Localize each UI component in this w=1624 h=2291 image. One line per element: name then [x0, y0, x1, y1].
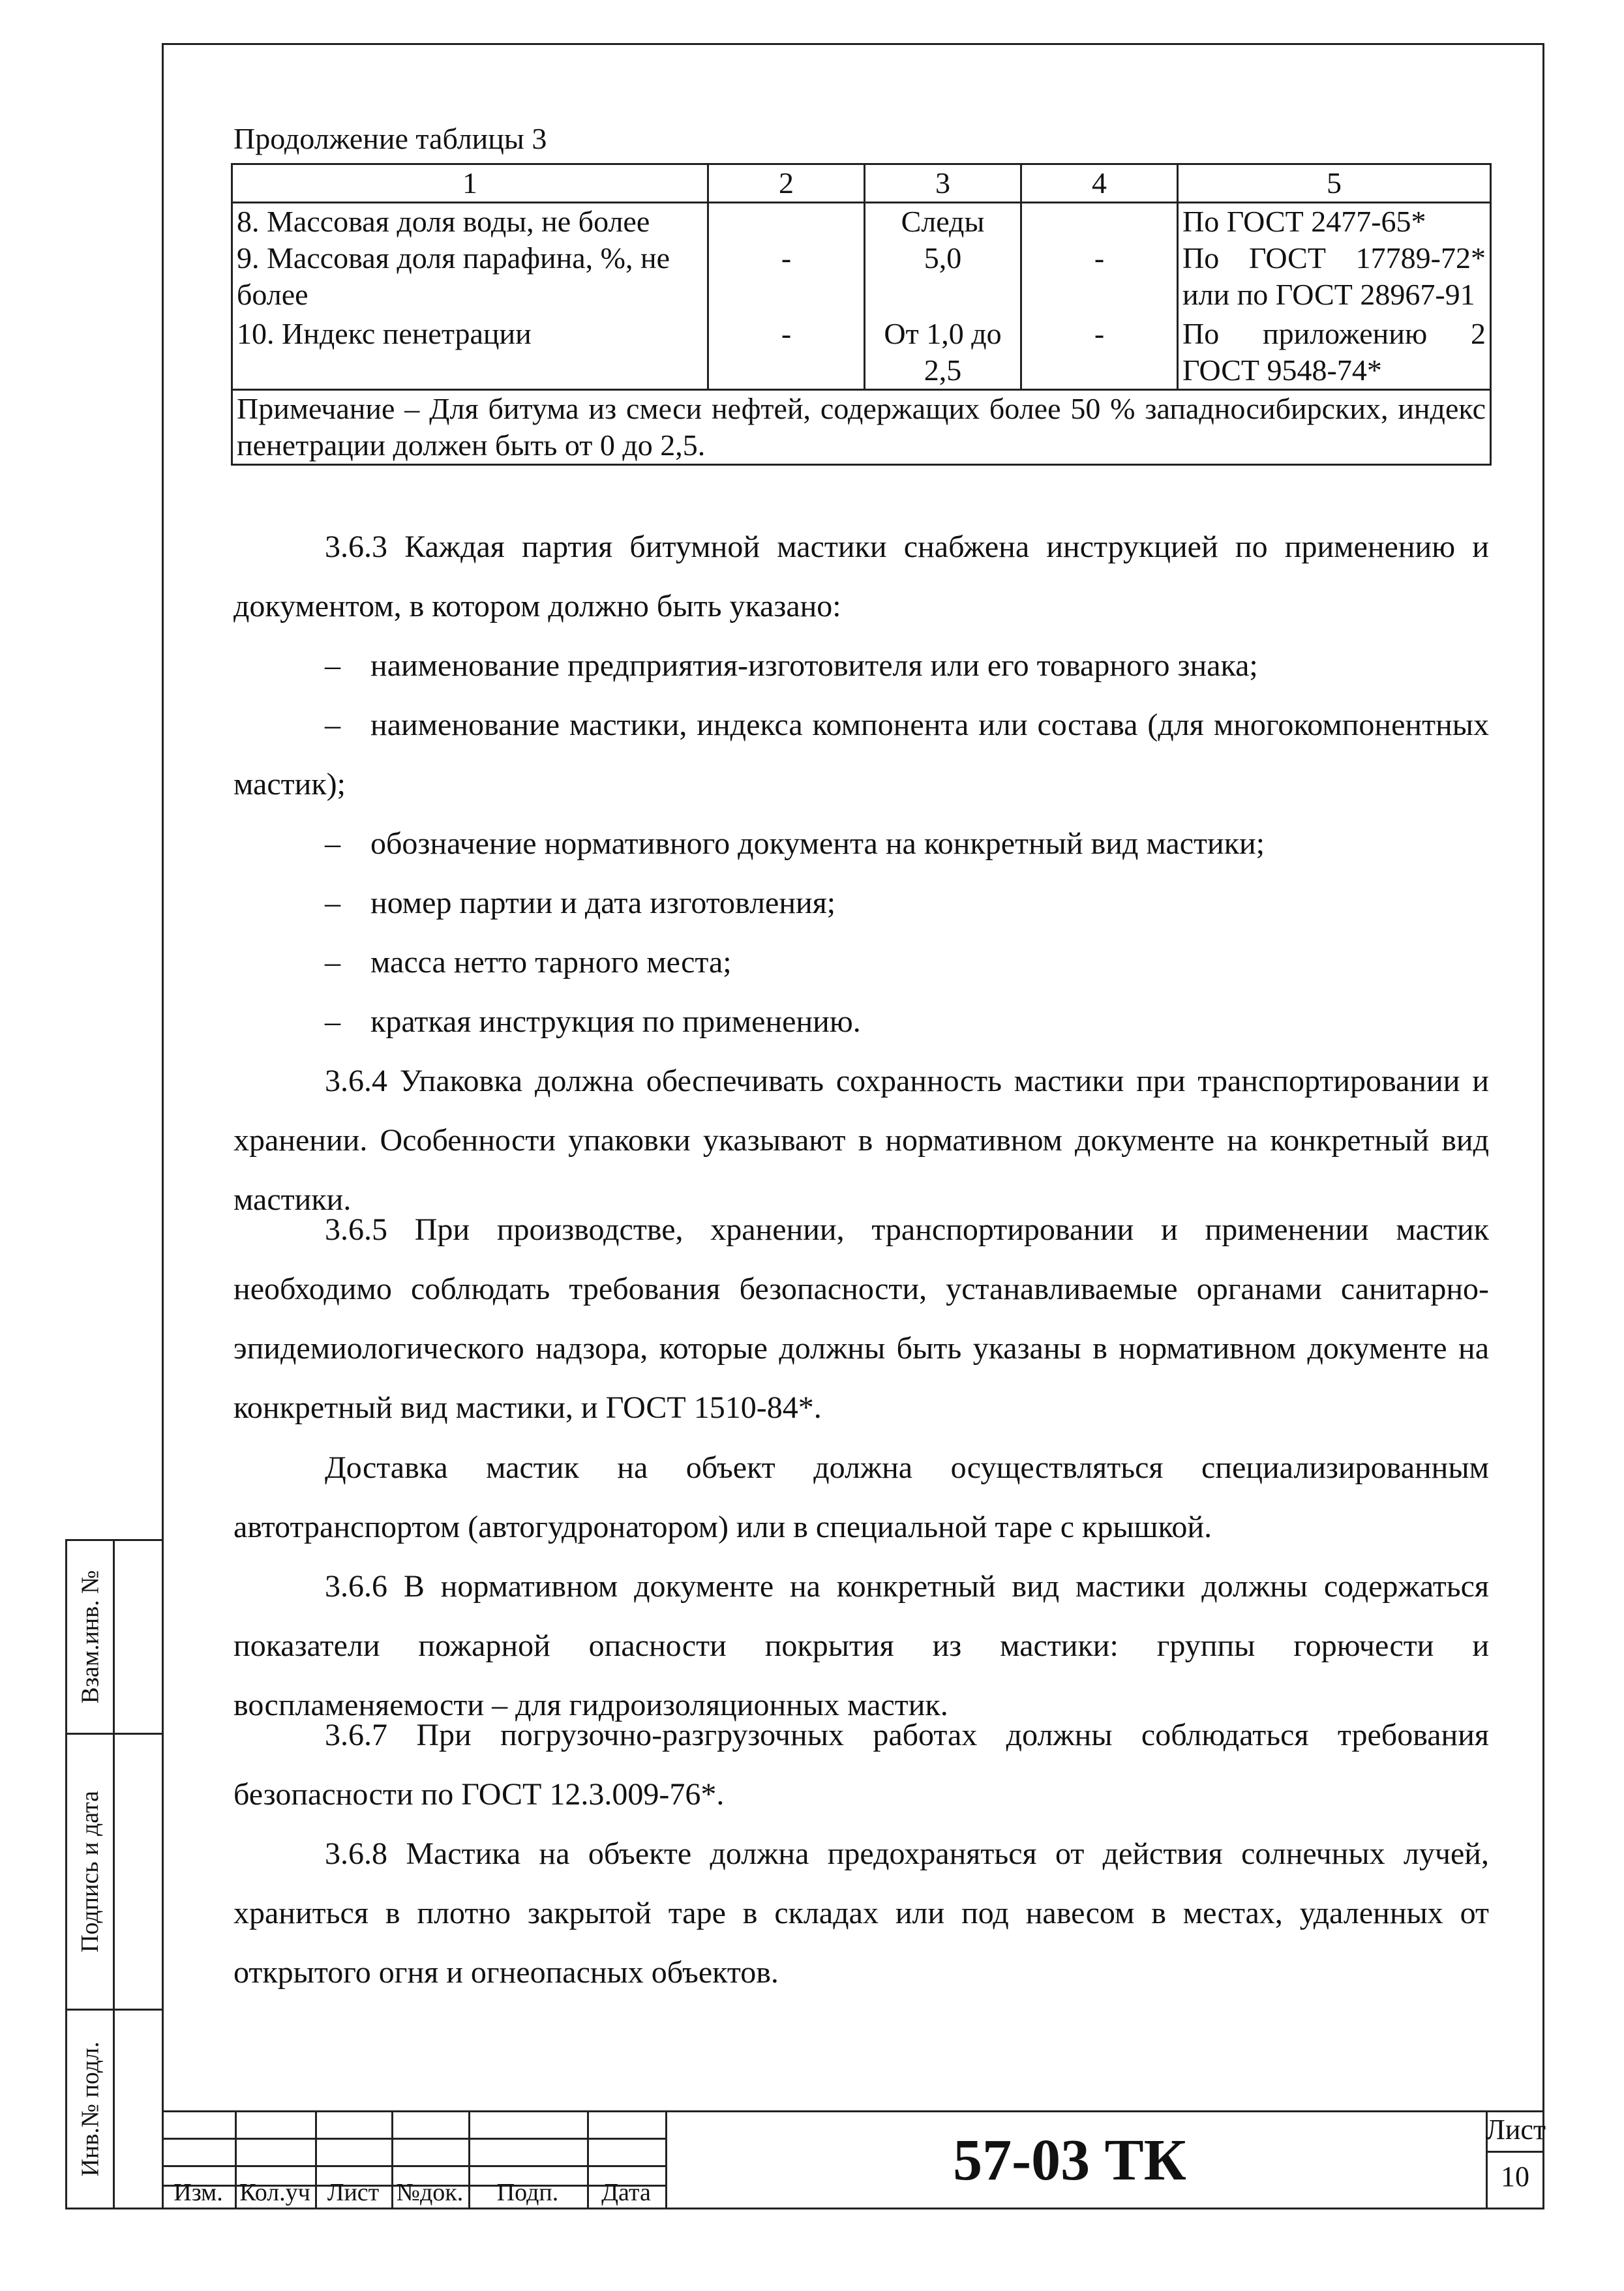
list-item-text: номер партии и дата изготовления; [370, 886, 836, 920]
table-cell: - [708, 313, 865, 390]
paragraph-3-6-3: 3.6.3 Каждая партия битумной мастики снабжена инструкцией по применению и документом, в котором должно быть указано: [233, 530, 1489, 623]
list-item-text: обозначение нормативного документа на конкретный вид мастики; [370, 826, 1265, 861]
table-header-cell: 2 [708, 164, 865, 203]
side-stamp-vzam [65, 1539, 162, 1735]
sheet-label: Лист [1486, 2114, 1546, 2146]
side-stamp-inv [65, 2009, 162, 2209]
list-dash: – [325, 648, 340, 683]
paragraph-3-6-4: 3.6.4 Упаковка должна обеспечивать сохранность мастики при транспортировании и хранении. Особенности упаковки указывают в нормативном документе на конкретный вид мастики. [233, 1064, 1489, 1217]
paragraph-3-6-5: 3.6.5 При производстве, хранении, транспортировании и применении мастик необходимо соблюдать требования безопасности, устанавливаемые органами санитарно-эпидемиологического надзора, которые должны быть указаны в нормативном документе на конкретный вид мастики, и ГОСТ 1510-84*. [233, 1212, 1489, 1425]
list-dash: – [325, 708, 340, 742]
table-header-cell: 1 [232, 164, 708, 203]
list-dash: – [325, 1004, 340, 1039]
list-item [325, 814, 1265, 873]
table-cell: Следы [865, 203, 1021, 241]
table-cell: - [708, 240, 865, 313]
table-note-row [232, 390, 1491, 465]
table-header-cell: 3 [865, 164, 1021, 203]
list-item [325, 933, 732, 992]
stamp-col-label: Дата [601, 2179, 651, 2206]
list-dash: – [325, 945, 340, 980]
list-item [325, 992, 861, 1051]
table-cell: 10. Индекс пенетрации [232, 313, 708, 390]
paragraph-delivery: Доставка мастик на объект должна осуществляться специализированным автотранспортом (автогудронатором) или в специальной таре с крышкой. [233, 1450, 1489, 1544]
stamp-col-label: №док. [396, 2179, 464, 2206]
table-cell: - [1021, 240, 1178, 313]
table-cell: По ГОСТ 2477-65* [1178, 203, 1491, 241]
table-row [232, 313, 1491, 390]
stamp-col-label: Изм. [173, 2179, 223, 2206]
list-item-text: краткая инструкция по применению. [370, 1004, 861, 1039]
side-stamp-podpis [65, 1733, 162, 2011]
table-cell: - [1021, 313, 1178, 390]
table-cell [1021, 203, 1178, 241]
stamp-col-label: Подп. [496, 2179, 559, 2206]
table-cell: 5,0 [865, 240, 1021, 313]
list-item [325, 873, 835, 933]
table-cell: 8. Массовая доля воды, не более [232, 203, 708, 241]
list-item [233, 695, 1489, 814]
table-cell: По приложению 2 ГОСТ 9548-74* [1178, 313, 1491, 390]
table-header-cell: 4 [1021, 164, 1178, 203]
sheet-number: 10 [1501, 2161, 1529, 2193]
table-header-cell: 5 [1178, 164, 1491, 203]
list-dash: – [325, 886, 340, 920]
list-item-text: наименование предприятия-изготовителя или его товарного знака; [370, 648, 1258, 683]
table-cell: 9. Массовая доля парафина, %, не более [232, 240, 708, 313]
side-stamp-inv-label: Инв.№ подл. [76, 2041, 104, 2177]
table-row [232, 203, 1491, 241]
table-3 [231, 163, 1492, 466]
document-code: 57-03 ТК [953, 2127, 1186, 2193]
side-stamp-vzam-label: Взам.инв. № [76, 1570, 104, 1704]
table-header-row [232, 164, 1491, 203]
side-stamp-podpis-label: Подпись и дата [76, 1790, 104, 1953]
stamp-col-label: Лист [327, 2179, 380, 2206]
table-cell [708, 203, 865, 241]
list-item-text: масса нетто тарного места; [370, 945, 732, 980]
table-caption: Продолжение таблицы 3 [233, 122, 547, 155]
stamp-col-label: Кол.уч [239, 2179, 310, 2206]
list-item-text: наименование мастики, индекса компонента или состава (для многокомпонентных мастик); [233, 708, 1489, 801]
table-cell: От 1,0 до 2,5 [865, 313, 1021, 390]
paragraph-3-6-8: 3.6.8 Мастика на объекте должна предохраняться от действия солнечных лучей, храниться в плотно закрытой таре в складах или под навесом в местах, удаленных от открытого огня и огнеопасных объектов. [233, 1836, 1489, 1990]
list-dash: – [325, 826, 340, 861]
table-note: Примечание – Для битума из смеси нефтей, содержащих более 50 % западносибирских, индекс пенетрации должен быть от 0 до 2,5. [232, 390, 1491, 465]
paragraph-3-6-7: 3.6.7 При погрузочно-разгрузочных работах должны соблюдаться требования безопасности по ГОСТ 12.3.009-76*. [233, 1718, 1489, 1812]
paragraph-3-6-6: 3.6.6 В нормативном документе на конкретный вид мастики должны содержаться показатели пожарной опасности покрытия из мастики: группы горючести и воспламеняемости – для гидроизоляционных мастик. [233, 1569, 1489, 1722]
table-cell: По ГОСТ 17789-72* или по ГОСТ 28967-91 [1178, 240, 1491, 313]
list-item [325, 636, 1489, 695]
table-row [232, 240, 1491, 313]
